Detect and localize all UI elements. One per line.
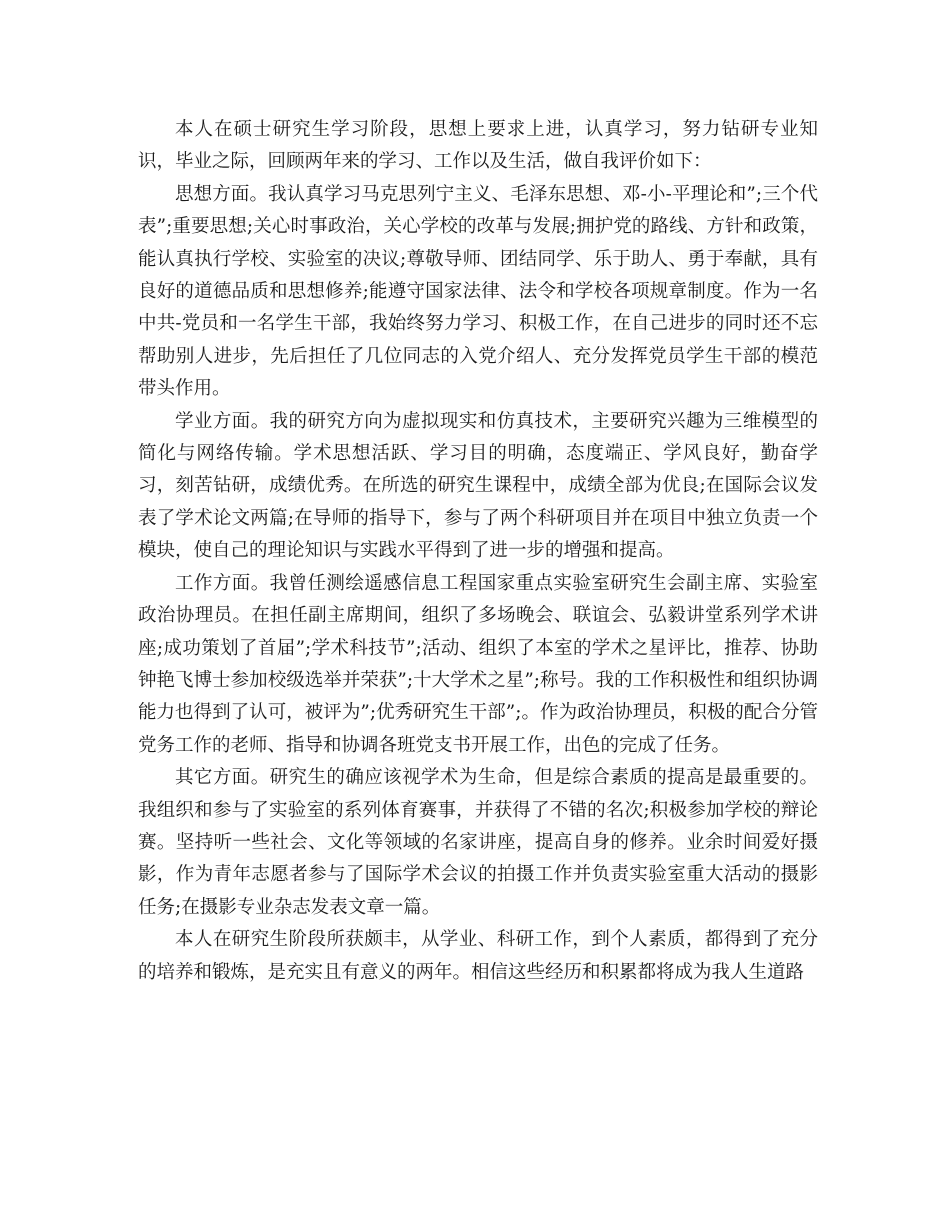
paragraph-summary: 本人在研究生阶段所获颇丰，从学业、科研工作，到个人素质，都得到了充分的培养和锻炼，是充实且有意义的两年。相信这些经历和积累都将成为我人生道路 <box>138 929 818 983</box>
paragraph-work: 工作方面。我曾任测绘遥感信息工程国家重点实验室研究生会副主席、实验室政治协理员。在担任副主席期间，组织了多场晚会、联谊会、弘毅讲堂系列学术讲座;成功策划了首届”;学术科技节”;活动、组织了本室的学术之星评比，推荐、协助钟艳飞博士参加校级选举并荣获”;十大学术之星”;称号。我的工作积极性和组织协调能力也得到了认可，被评为”;优秀研究生干部”;。作为政治协理员，积极的配合分管党务工作的老师、指导和协调各班党支书开展工作，出色的完成了任务。 <box>138 572 818 756</box>
paragraph-academics: 学业方面。我的研究方向为虚拟现实和仿真技术，主要研究兴趣为三维模型的简化与网络传输。学术思想活跃、学习目的明确，态度端正、学风良好，勤奋学习，刻苦钻研，成绩优秀。在所选的研究生课程中，成绩全部为优良;在国际会议发表了学术论文两篇;在导师的指导下，参与了两个科研项目并在项目中独立负责一个模块，使自己的理论知识与实践水平得到了进一步的增强和提高。 <box>138 410 818 562</box>
paragraph-intro: 本人在硕士研究生学习阶段，思想上要求上进，认真学习，努力钻研专业知识，毕业之际，回顾两年来的学习、工作以及生活，做自我评价如下： <box>138 119 818 173</box>
paragraph-ideology: 思想方面。我认真学习马克思列宁主义、毛泽东思想、邓-小-平理论和”;三个代表”;重要思想;关心时事政治，关心学校的改革与发展;拥护党的路线、方针和政策，能认真执行学校、实验室的决议;尊敬导师、团结同学、乐于助人、勇于奉献，具有良好的道德品质和思想修养;能遵守国家法律、法令和学校各项规章制度。作为一名中共-党员和一名学生干部，我始终努力学习、积极工作，在自己进步的同时还不忘帮助别人进步，先后担任了几位同志的入党介绍人、充分发挥党员学生干部的模范带头作用。 <box>138 183 818 400</box>
paragraph-other: 其它方面。研究生的确应该视学术为生命，但是综合素质的提高是最重要的。我组织和参与了实验室的系列体育赛事，并获得了不错的名次;积极参加学校的辩论赛。坚持听一些社会、文化等领域的名家讲座，提高自身的修养。业余时间爱好摄影，作为青年志愿者参与了国际学术会议的拍摄工作并负责实验室重大活动的摄影任务;在摄影专业杂志发表文章一篇。 <box>138 767 818 918</box>
document-body <box>138 114 818 989</box>
